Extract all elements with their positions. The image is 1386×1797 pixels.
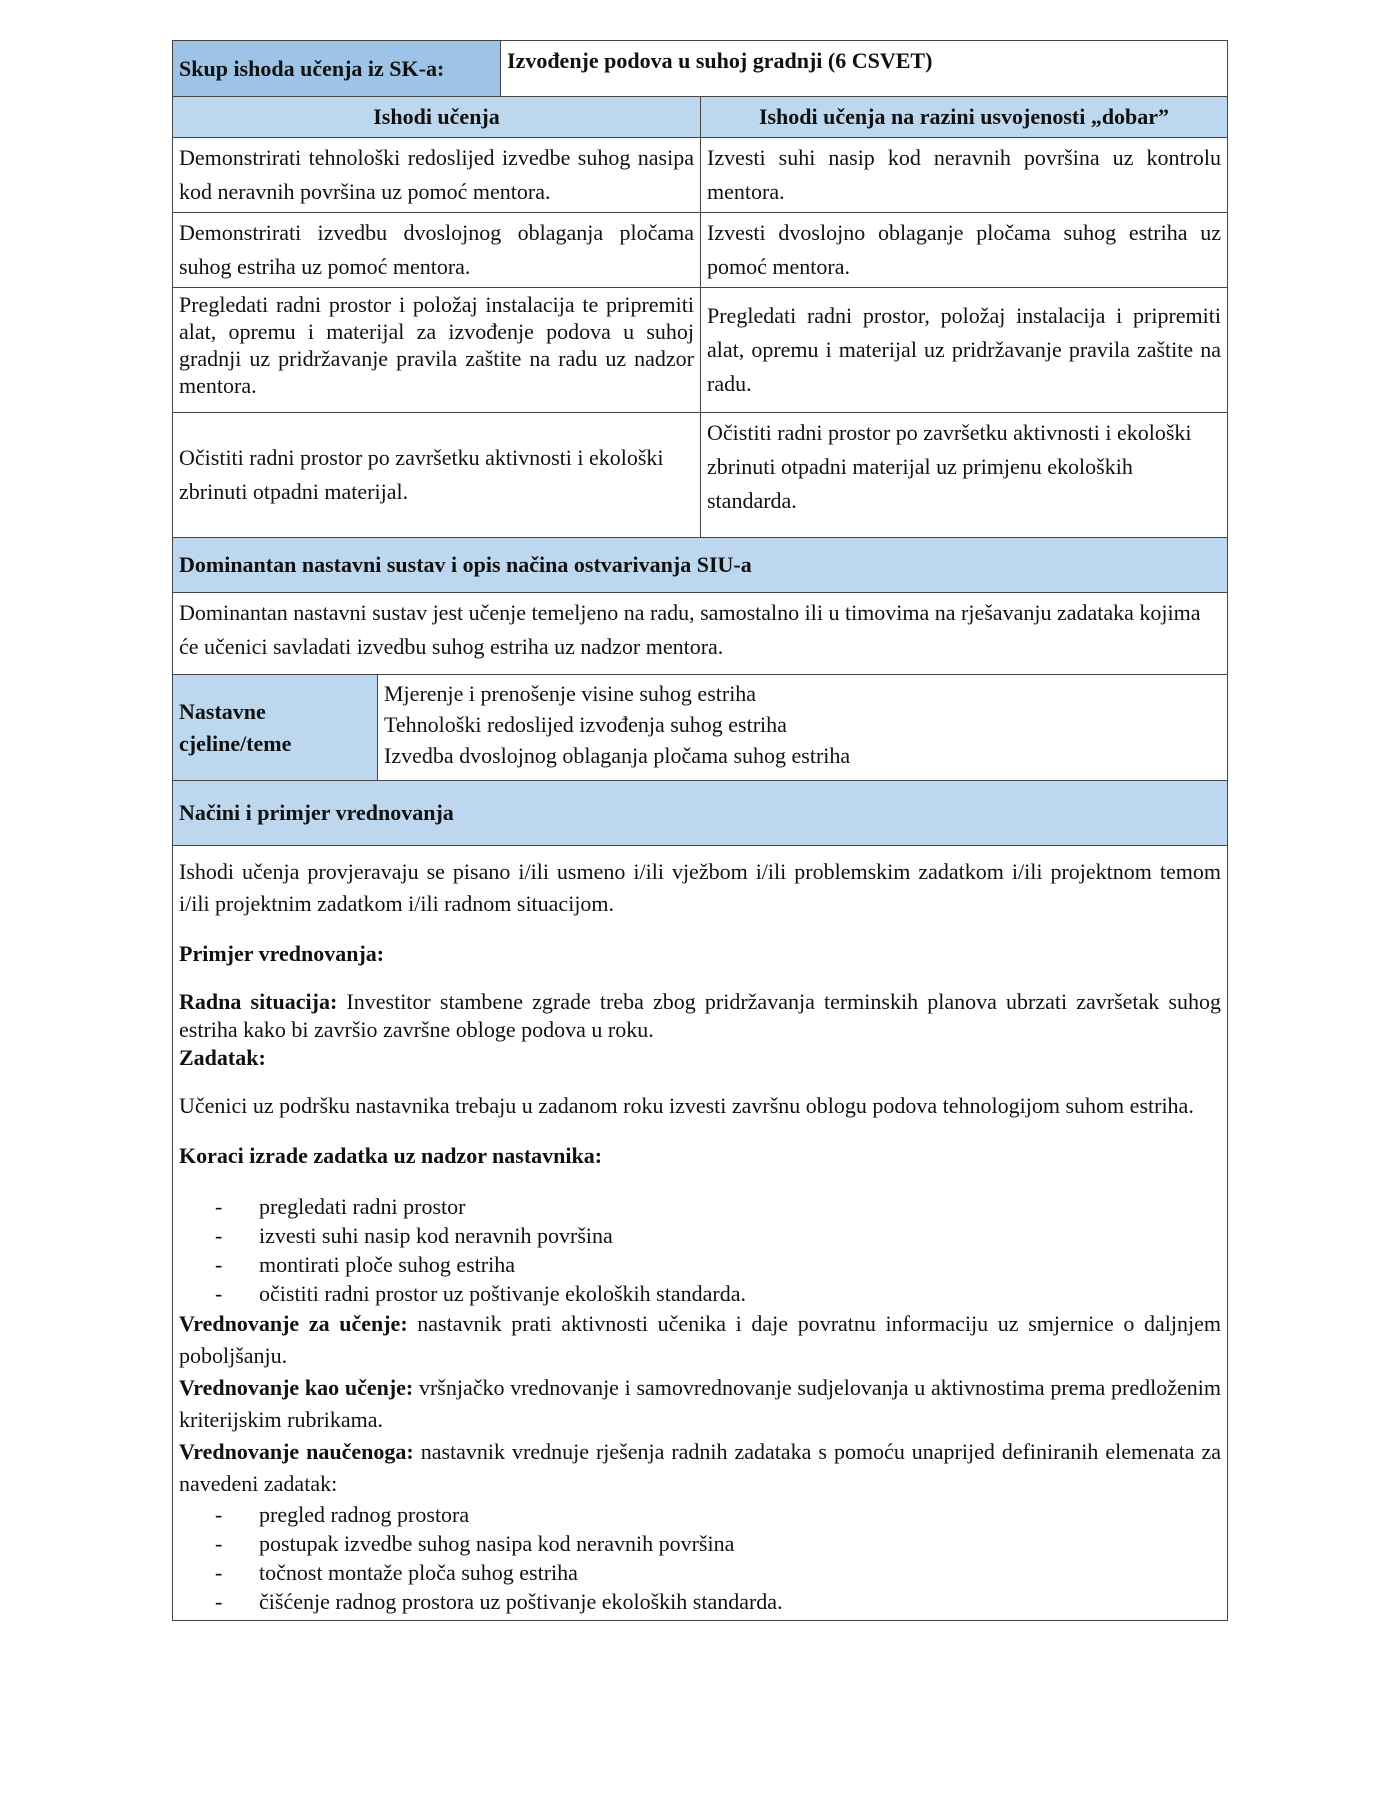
evaluation-as-learning [179, 1372, 1221, 1436]
outcome-row [173, 287, 1228, 412]
set-label-cell: Skup ishoda učenja iz SK-a: [173, 41, 501, 97]
of-learning-text: nastavnik vrednuje rješenja radnih zadataka s pomoću unaprijed definiranih elemenata za navedeni zadatak: [179, 1439, 1222, 1496]
good-level-cell: Izvesti suhi nasip kod neravnih površina uz kontrolu mentora. [701, 137, 1228, 212]
steps-list [179, 1192, 1221, 1308]
of-learning-label: Vrednovanje naučenoga: [179, 1439, 414, 1464]
outcome-row [173, 412, 1228, 538]
document-page [172, 40, 1228, 1621]
work-situation [179, 988, 1221, 1044]
outcomes-column-header: Ishodi učenja [173, 96, 701, 137]
evaluation-table [172, 780, 1228, 1621]
good-level-cell: Očistiti radni prostor po završetku aktivnosti i ekološki zbrinuti otpadni materijal uz primjenu ekoloških standarda. [701, 412, 1228, 538]
for-learning-label: Vrednovanje za učenje: [179, 1311, 408, 1336]
task-label: Zadatak: [179, 1045, 266, 1070]
step-item: - izvesti suhi nasip kod neravnih površina [215, 1221, 1221, 1250]
topics-list [378, 674, 1228, 781]
good-level-column-header: Ishodi učenja na razini usvojenosti „dobar” [701, 96, 1228, 137]
system-description: Dominantan nastavni sustav jest učenje temeljeno na radu, samostalno ili u timovima na rješavanju zadataka kojima će učenici savladati izvedbu suhog estriha uz nadzor mentora. [173, 593, 1228, 675]
task-text: Učenici uz podršku nastavnika trebaju u zadanom roku izvesti završnu oblogu podova tehnologijom suhom estriha. [179, 1093, 1194, 1118]
as-learning-text: vršnjačko vrednovanje i samovrednovanje sudjelovanja u aktivnostima prema predloženim kriterijskim rubrikama. [179, 1375, 1221, 1432]
example-heading: Primjer vrednovanja: [179, 941, 385, 966]
as-learning-label: Vrednovanje kao učenje: [179, 1375, 414, 1400]
outcome-cell: Očistiti radni prostor po završetku aktivnosti i ekološki zbrinuti otpadni materijal. [173, 412, 701, 538]
step-item: - očistiti radni prostor uz poštivanje ekoloških standarda. [215, 1279, 1221, 1308]
evaluation-body [173, 846, 1228, 1621]
system-section-title: Dominantan nastavni sustav i opis načina ostvarivanja SIU-a [173, 538, 1228, 593]
criteria-list [179, 1500, 1221, 1616]
evaluation-intro: Ishodi učenja provjeravaju se pisano i/ili usmeno i/ili vježbom i/ili problemskim zadatkom i/ili projektnom temom i/ili projektnim zadatkom i/ili radnom situacijom. [179, 859, 1221, 916]
good-level-cell: Pregledati radni prostor, položaj instalacija i pripremiti alat, opremu i materijal uz pridržavanje pravila zaštite na radu. [701, 287, 1228, 412]
step-item: - pregledati radni prostor [215, 1192, 1221, 1221]
topic-item: Mjerenje i prenošenje visine suhog estriha [384, 680, 757, 706]
topics-table [172, 674, 1228, 782]
outcome-cell: Demonstrirati tehnološki redoslijed izvedbe suhog nasipa kod neravnih površina uz pomoć mentora. [173, 137, 701, 212]
outcomes-header-table [172, 40, 1228, 97]
outcome-row [173, 137, 1228, 212]
criteria-item: - pregled radnog prostora [215, 1500, 1221, 1529]
evaluation-for-learning [179, 1308, 1221, 1372]
topics-label: Nastavne cjeline/teme [173, 674, 378, 781]
criteria-item: - čišćenje radnog prostora uz poštivanje ekoloških standarda. [215, 1587, 1221, 1616]
criteria-item: - točnost montaže ploča suhog estriha [215, 1558, 1221, 1587]
outcome-row [173, 212, 1228, 287]
work-situation-text: Investitor stambene zgrade treba zbog pridržavanja terminskih planova ubrzati završetak suhog estriha kako bi završio završne obloge podova u roku. [179, 989, 1221, 1042]
topic-item: Izvedba dvoslojnog oblaganja pločama suhog estriha [384, 742, 851, 768]
steps-heading: Koraci izrade zadatka uz nadzor nastavnika: [179, 1143, 603, 1168]
system-table [172, 537, 1228, 675]
step-item: - montirati ploče suhog estriha [215, 1250, 1221, 1279]
for-learning-text: nastavnik prati aktivnosti učenika i daje povratnu informaciju uz smjernice o daljnjem poboljšanju. [179, 1311, 1221, 1368]
evaluation-of-learning [179, 1436, 1221, 1500]
set-title-cell: Izvođenje podova u suhoj gradnji (6 CSVET) [501, 41, 1228, 97]
topic-item: Tehnološki redoslijed izvođenja suhog estriha [384, 711, 787, 737]
criteria-item: - postupak izvedbe suhog nasipa kod neravnih površina [215, 1529, 1221, 1558]
evaluation-section-title: Načini i primjer vrednovanja [173, 781, 1228, 846]
outcome-cell: Demonstrirati izvedbu dvoslojnog oblaganja pločama suhog estriha uz pomoć mentora. [173, 212, 701, 287]
good-level-cell: Izvesti dvoslojno oblaganje pločama suhog estriha uz pomoć mentora. [701, 212, 1228, 287]
outcome-cell: Pregledati radni prostor i položaj instalacija te pripremiti alat, opremu i materijal za izvođenje podova u suhoj gradnji uz pridržavanje pravila zaštite na radu uz nadzor mentora. [173, 287, 701, 412]
outcomes-table [172, 96, 1228, 539]
work-situation-label: Radna situacija: [179, 989, 338, 1014]
